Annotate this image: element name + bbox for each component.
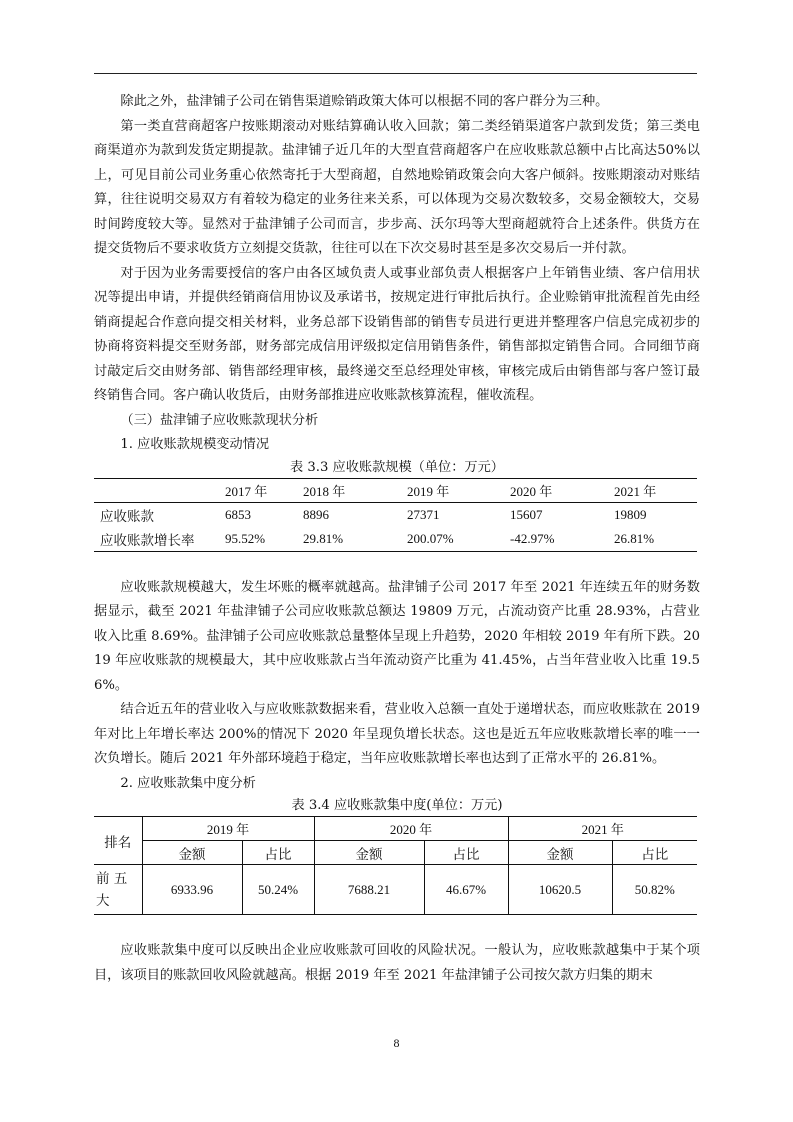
- table-caption: 表 3.3 应收账款规模（单位：万元）: [290, 459, 504, 475]
- header-rule: [94, 73, 697, 74]
- paragraph: 第一类直营商超客户按账期滚动对账结算确认收入回款；第二类经销渠道客户款到发货；第三类电商渠道亦为款到发货定期提款。盐津铺子近几年的大型直营商超客户在应收账款总额中占比高达50%以上，可见目前公司业务重心依然寄托于大型商超，自然地赊销政策会向大客户倾斜。按账期滚动对账结算，往往说明交易双方有着较为稳定的业务往来关系，可以体现为交易次数较多，交易金额较大，交易时间跨度较大等。显然对于盐津铺子公司而言，步步高、沃尔玛等大型商超就符合上述条件。供货方在提交货物后不要求收货方立刻提交货款，往往可以在下次交易时甚至是多次交易后一并付款。: [94, 118, 700, 256]
- subsection-heading: 2. 应收账款集中度分析: [120, 775, 256, 791]
- table-cell: 10620.5: [508, 865, 612, 915]
- page-content: [94, 90, 700, 988]
- receivables-scale-table: [94, 478, 697, 552]
- table-cell: 26.81%: [608, 527, 697, 552]
- receivables-concentration-table: [94, 816, 697, 915]
- table-cell: 200.07%: [401, 527, 504, 552]
- column-header: 金额: [142, 841, 242, 865]
- table-cell: 50.82%: [612, 865, 697, 915]
- table-row: [94, 865, 697, 915]
- subsection-heading: 1. 应收账款规模变动情况: [120, 437, 270, 452]
- paragraph: 结合近五年的营业收入与应收账款数据来看，营业收入总额一直处于递增状态，而应收账款在 2019 年对比上年增长率达 200%的情况下 2020 年呈现负增长状态。这也是近五年应收账款增长率的唯一一次负增长。随后 2021 年外部环境趋于稳定，当年应收账款增长率也达到了正常水平的 26.81%。: [94, 702, 700, 766]
- table-cell: 27371: [407, 506, 440, 522]
- column-header: 占比: [242, 841, 314, 865]
- table-cell: 19809: [614, 506, 647, 522]
- table-cell: 6853: [225, 506, 251, 522]
- table-subheader-row: [94, 841, 697, 865]
- section-heading: （三）盐津铺子应收账款现状分析: [120, 412, 319, 428]
- table-cell: -42.97%: [504, 527, 608, 552]
- paragraph: 应收账款规模越大，发生坏账的概率就越高。盐津铺子公司 2017 年至 2021 年连续五年的财务数据显示，截至 2021 年盐津铺子公司应收账款总额达 19809 万元，占流动资产比重 28.93%，占营业收入比重 8.69%。盐津铺子公司应收账款总量整体呈现上升趋势，2020 年相较 2019 年有所下跌。2019 年应收账款的规模最大，其中应收账款占当年流动资产比重为 41.45%，占当年营业收入比重 19.56%。: [94, 579, 700, 693]
- column-header: 2020 年: [504, 478, 608, 502]
- page-number: 8: [393, 1036, 400, 1050]
- table-row: [94, 527, 697, 552]
- table-cell: 29.81%: [297, 527, 401, 552]
- column-header: 金额: [508, 841, 612, 865]
- column-header: 2019 年: [401, 478, 504, 502]
- column-header: 金额: [314, 841, 424, 865]
- table-cell: 7688.21: [314, 865, 424, 915]
- table-caption: 表 3.4 应收账款集中度(单位：万元): [291, 798, 503, 813]
- table-cell: 50.24%: [242, 865, 314, 915]
- column-header: 占比: [424, 841, 508, 865]
- column-header: 2018 年: [297, 478, 401, 502]
- paragraph: 除此之外，盐津铺子公司在销售渠道赊销政策大体可以根据不同的客户群分为三种。: [120, 94, 609, 109]
- rank-header: 排名: [94, 817, 142, 865]
- year-header: 2021 年: [508, 817, 697, 841]
- table-cell: 6933.96: [142, 865, 242, 915]
- table-cell: 95.52%: [219, 527, 297, 552]
- table-header-row: [94, 478, 697, 502]
- paragraph: 对于因为业务需要授信的客户由各区域负责人或事业部负责人根据客户上年销售业绩、客户信用状况等提出申请，并提供经销商信用协议及承诺书，按规定进行审批后执行。企业赊销审批流程首先由经销商提起合作意向提交相关材料，业务总部下设销售部的销售专员进行更进并整理客户信息完成初步的协商将资料提交至财务部，财务部完成信用评级拟定信用销售条件，销售部拟定销售合同。合同细节商讨敲定后交由财务部、销售部经理审核，最终递交至总经理处审核，审核完成后由销售部与客户签订最终销售合同。客户确认收货后，由财务部推进应收账款核算流程，催收流程。: [94, 265, 700, 403]
- table-corner-cell: [94, 478, 219, 502]
- table-cell: 15607: [510, 506, 543, 522]
- table-row: [94, 502, 697, 527]
- column-header: 占比: [612, 841, 697, 865]
- year-header: 2020 年: [314, 817, 508, 841]
- table-cell: 8896: [303, 506, 329, 522]
- row-label: 应收账款: [100, 508, 154, 525]
- paragraph: 应收账款集中度可以反映出企业应收账款可回收的风险状况。一般认为，应收账款越集中于某个项目，该项目的账款回收风险就越高。根据 2019 年至 2021 年盐津铺子公司按欠款方归集的期末: [94, 943, 700, 983]
- column-header: 2017 年: [219, 478, 297, 502]
- column-header: 2021 年: [608, 478, 697, 502]
- year-header: 2019 年: [142, 817, 314, 841]
- table-header-row: [94, 817, 697, 841]
- row-label: 应收账款增长率: [94, 527, 219, 552]
- row-label: 前 五 大: [94, 865, 142, 915]
- table-cell: 46.67%: [424, 865, 508, 915]
